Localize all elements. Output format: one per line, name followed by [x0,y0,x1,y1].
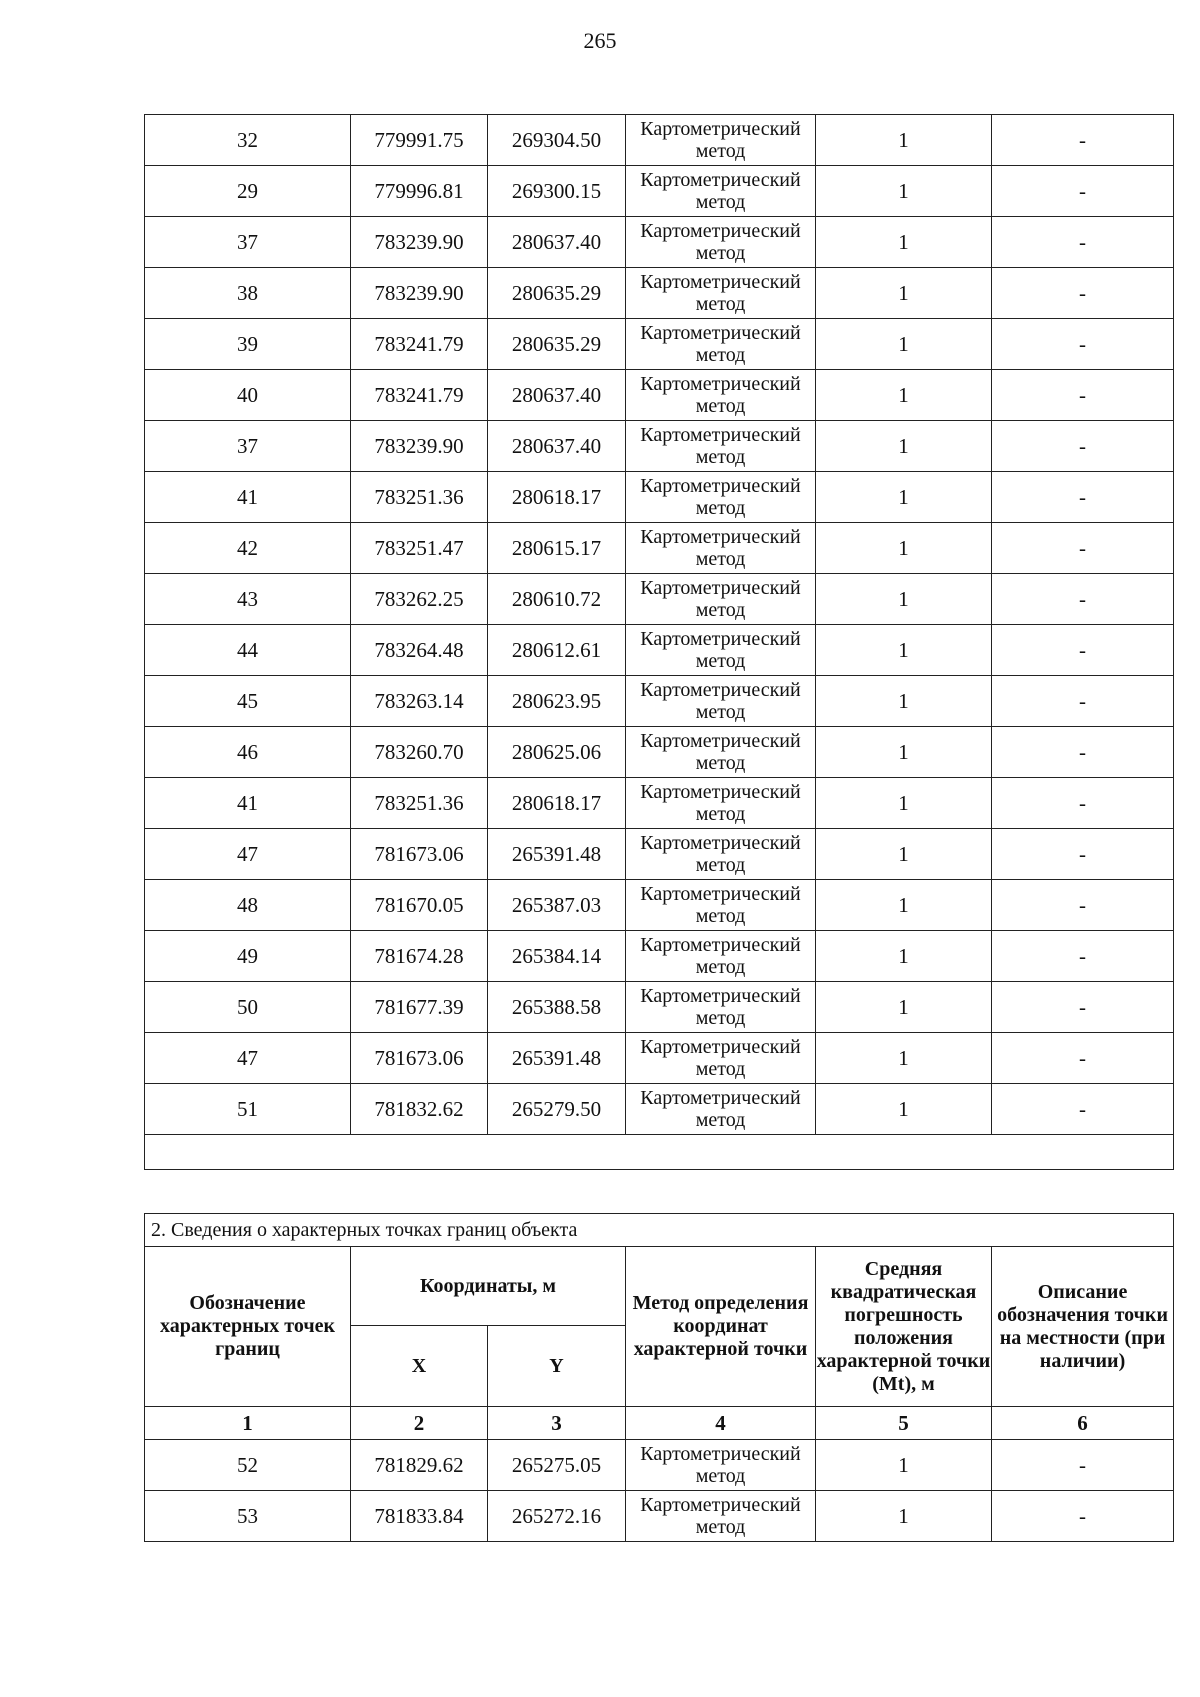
description-cell: - [992,523,1174,574]
method-cell: Картометрический метод [626,880,816,931]
error-value: 1 [816,574,992,625]
column-number: 5 [816,1407,992,1440]
header-error: Средняя квадратическая погрешность положения характерной точки (Mt), м [816,1247,992,1407]
method-cell: Картометрический метод [626,778,816,829]
method-cell: Картометрический метод [626,727,816,778]
coord-x: 781832.62 [351,1084,488,1135]
error-value: 1 [816,1084,992,1135]
method-cell: Картометрический метод [626,1491,816,1542]
error-value: 1 [816,319,992,370]
description-cell: - [992,370,1174,421]
coord-y: 280618.17 [488,472,626,523]
coord-y: 265272.16 [488,1491,626,1542]
description-cell: - [992,217,1174,268]
coord-y: 280625.06 [488,727,626,778]
method-cell: Картометрический метод [626,1084,816,1135]
point-number: 45 [145,676,351,727]
table-row [145,931,1174,982]
coord-x: 781673.06 [351,829,488,880]
coord-x: 783239.90 [351,217,488,268]
method-cell: Картометрический метод [626,625,816,676]
table-row [145,370,1174,421]
header-y: Y [488,1326,626,1407]
point-number: 37 [145,217,351,268]
table-row [145,625,1174,676]
error-value: 1 [816,727,992,778]
coord-x: 781673.06 [351,1033,488,1084]
point-number: 51 [145,1084,351,1135]
table-row [145,523,1174,574]
coord-x: 779996.81 [351,166,488,217]
method-cell: Картометрический метод [626,1033,816,1084]
table-row [145,268,1174,319]
table-row [145,115,1174,166]
coord-y: 280615.17 [488,523,626,574]
description-cell: - [992,880,1174,931]
coord-x: 781674.28 [351,931,488,982]
column-number: 6 [992,1407,1174,1440]
point-number: 46 [145,727,351,778]
header-designation: Обозначение характерных точек границ [145,1247,351,1407]
point-number: 50 [145,982,351,1033]
coord-x: 783260.70 [351,727,488,778]
table-row [145,472,1174,523]
method-cell: Картометрический метод [626,982,816,1033]
point-number: 42 [145,523,351,574]
coord-y: 265387.03 [488,880,626,931]
table-row [145,829,1174,880]
coord-x: 783251.47 [351,523,488,574]
error-value: 1 [816,931,992,982]
method-cell: Картометрический метод [626,370,816,421]
coord-x: 783239.90 [351,421,488,472]
coord-y: 280635.29 [488,319,626,370]
description-cell: - [992,166,1174,217]
header-method: Метод определения координат характерной точки [626,1247,816,1407]
coord-y: 280635.29 [488,268,626,319]
description-cell: - [992,115,1174,166]
table-row [145,319,1174,370]
error-value: 1 [816,676,992,727]
coord-x: 783251.36 [351,778,488,829]
point-number: 52 [145,1440,351,1491]
coord-y: 280637.40 [488,421,626,472]
coord-y: 269304.50 [488,115,626,166]
coord-x: 783263.14 [351,676,488,727]
coord-y: 265391.48 [488,1033,626,1084]
point-number: 49 [145,931,351,982]
page-number: 265 [583,28,617,53]
coord-y: 265384.14 [488,931,626,982]
column-number: 4 [626,1407,816,1440]
error-value: 1 [816,625,992,676]
description-cell: - [992,1491,1174,1542]
method-cell: Картометрический метод [626,421,816,472]
table-row [145,421,1174,472]
coord-y: 280618.17 [488,778,626,829]
description-cell: - [992,727,1174,778]
coord-y: 265388.58 [488,982,626,1033]
method-cell: Картометрический метод [626,472,816,523]
coord-y: 265279.50 [488,1084,626,1135]
coord-x: 783251.36 [351,472,488,523]
method-cell: Картометрический метод [626,931,816,982]
column-number: 1 [145,1407,351,1440]
error-value: 1 [816,829,992,880]
point-number: 29 [145,166,351,217]
point-number: 37 [145,421,351,472]
description-cell: - [992,574,1174,625]
error-value: 1 [816,982,992,1033]
column-number: 3 [488,1407,626,1440]
description-cell: - [992,1440,1174,1491]
column-number: 2 [351,1407,488,1440]
header-coordinates: Координаты, м [351,1247,626,1326]
description-cell: - [992,1033,1174,1084]
header-x: X [351,1326,488,1407]
empty-row [145,1135,1174,1170]
error-value: 1 [816,523,992,574]
header-description: Описание обозначения точки на местности (при наличии) [992,1247,1174,1407]
description-cell: - [992,778,1174,829]
error-value: 1 [816,1033,992,1084]
point-number: 47 [145,1033,351,1084]
coordinates-table-continued [144,114,1174,1170]
error-value: 1 [816,880,992,931]
point-number: 47 [145,829,351,880]
coord-y: 269300.15 [488,166,626,217]
coord-y: 280637.40 [488,370,626,421]
description-cell: - [992,268,1174,319]
coord-x: 781833.84 [351,1491,488,1542]
method-cell: Картометрический метод [626,217,816,268]
table-row [145,880,1174,931]
coord-x: 783239.90 [351,268,488,319]
point-number: 41 [145,472,351,523]
description-cell: - [992,1084,1174,1135]
point-number: 43 [145,574,351,625]
coord-y: 280610.72 [488,574,626,625]
method-cell: Картометрический метод [626,115,816,166]
coord-y: 280623.95 [488,676,626,727]
point-number: 48 [145,880,351,931]
point-number: 38 [145,268,351,319]
error-value: 1 [816,1440,992,1491]
description-cell: - [992,472,1174,523]
coord-x: 783241.79 [351,370,488,421]
error-value: 1 [816,778,992,829]
point-number: 39 [145,319,351,370]
table-row [145,574,1174,625]
boundary-points-table [144,1213,1174,1542]
coord-x: 779991.75 [351,115,488,166]
method-cell: Картометрический метод [626,523,816,574]
table-row [145,982,1174,1033]
point-number: 44 [145,625,351,676]
method-cell: Картометрический метод [626,676,816,727]
point-number: 53 [145,1491,351,1542]
table-row [145,1491,1174,1542]
coord-y: 265391.48 [488,829,626,880]
error-value: 1 [816,166,992,217]
coord-x: 783262.25 [351,574,488,625]
table-row [145,727,1174,778]
method-cell: Картометрический метод [626,574,816,625]
coord-y: 280637.40 [488,217,626,268]
section-title: 2. Сведения о характерных точках границ объекта [145,1214,1174,1247]
coord-x: 781677.39 [351,982,488,1033]
coord-x: 781670.05 [351,880,488,931]
table-row [145,217,1174,268]
table-row [145,778,1174,829]
error-value: 1 [816,115,992,166]
point-number: 32 [145,115,351,166]
point-number: 40 [145,370,351,421]
error-value: 1 [816,1491,992,1542]
description-cell: - [992,319,1174,370]
description-cell: - [992,829,1174,880]
coord-x: 783241.79 [351,319,488,370]
description-cell: - [992,931,1174,982]
method-cell: Картометрический метод [626,268,816,319]
error-value: 1 [816,472,992,523]
table-row [145,1440,1174,1491]
column-numbers-row [145,1407,1174,1440]
coord-y: 280612.61 [488,625,626,676]
description-cell: - [992,421,1174,472]
description-cell: - [992,982,1174,1033]
method-cell: Картометрический метод [626,319,816,370]
description-cell: - [992,676,1174,727]
coord-x: 781829.62 [351,1440,488,1491]
table-row [145,166,1174,217]
method-cell: Картометрический метод [626,1440,816,1491]
error-value: 1 [816,268,992,319]
method-cell: Картометрический метод [626,829,816,880]
error-value: 1 [816,421,992,472]
table-row [145,1084,1174,1135]
method-cell: Картометрический метод [626,166,816,217]
error-value: 1 [816,217,992,268]
coord-y: 265275.05 [488,1440,626,1491]
coord-x: 783264.48 [351,625,488,676]
description-cell: - [992,625,1174,676]
error-value: 1 [816,370,992,421]
point-number: 41 [145,778,351,829]
table-row [145,1033,1174,1084]
table-row [145,676,1174,727]
